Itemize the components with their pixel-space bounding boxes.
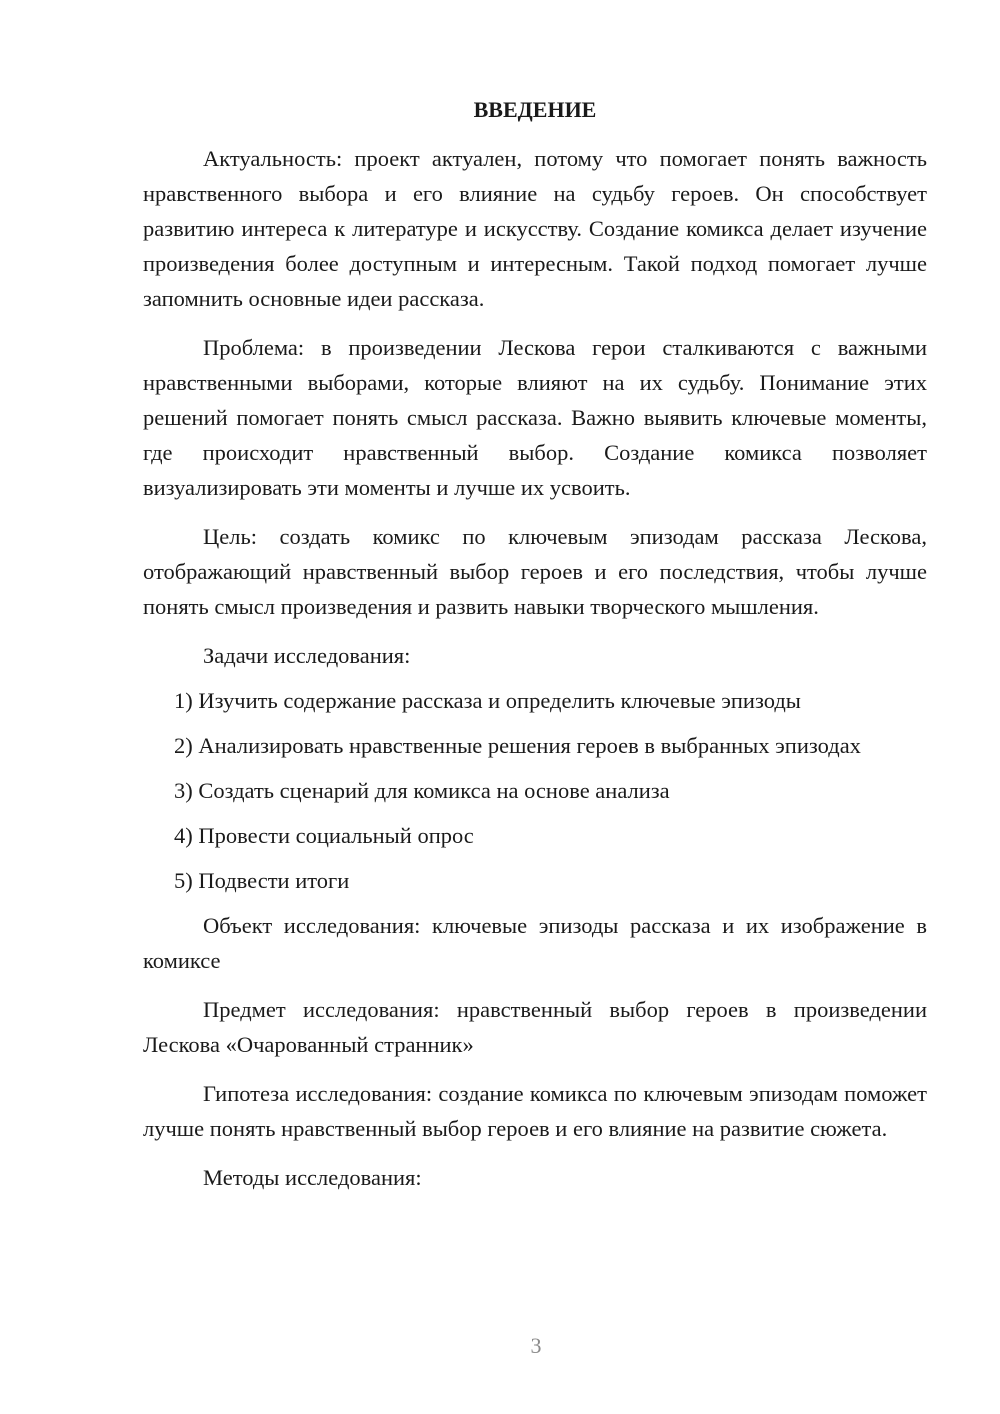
subject-paragraph: Предмет исследования: нравственный выбор героев в произведении Лескова «Очарованный странник» bbox=[143, 997, 927, 1057]
page-title: ВВЕДЕНИЕ bbox=[473, 97, 597, 122]
task-item: 4) Провести социальный опрос bbox=[174, 823, 474, 848]
hypothesis-paragraph: Гипотеза исследования: создание комикса по ключевым эпизодам поможет лучше понять нравственный выбор героев и его влияние на развитие сюжета. bbox=[143, 1081, 927, 1141]
problem-paragraph: Проблема: в произведении Лескова герои сталкиваются с важными нравственными выборами, которые влияют на их судьбу. Понимание этих решений помогает понять смысл рассказа. Важно выявить ключевые моменты, где происходит нравственный выбор. Создание комикса позволяет визуализировать эти моменты и лучше их усвоить. bbox=[143, 335, 927, 500]
object-paragraph: Объект исследования: ключевые эпизоды рассказа и их изображение в комиксе bbox=[143, 913, 927, 973]
task-item: 5) Подвести итоги bbox=[174, 868, 350, 893]
methods-heading: Методы исследования: bbox=[203, 1165, 422, 1190]
document-page bbox=[143, 92, 927, 1205]
goal-paragraph: Цель: создать комикс по ключевым эпизодам рассказа Лескова, отображающий нравственный выбор героев и его последствия, чтобы лучше понять смысл произведения и развить навыки творческого мышления. bbox=[143, 524, 927, 619]
relevance-paragraph: Актуальность: проект актуален, потому что помогает понять важность нравственного выбора и его влияние на судьбу героев. Он способствует развитию интереса к литературе и искусству. Создание комикса делает изучение произведения более доступным и интересным. Такой подход помогает лучше запомнить основные идеи рассказа. bbox=[143, 146, 927, 311]
page-number: 3 bbox=[530, 1333, 542, 1358]
task-item: 2) Анализировать нравственные решения героев в выбранных эпизодах bbox=[174, 733, 861, 758]
tasks-list bbox=[143, 683, 927, 898]
task-item: 3) Создать сценарий для комикса на основе анализа bbox=[174, 778, 670, 803]
task-item: 1) Изучить содержание рассказа и определить ключевые эпизоды bbox=[174, 688, 801, 713]
tasks-heading: Задачи исследования: bbox=[203, 643, 411, 668]
